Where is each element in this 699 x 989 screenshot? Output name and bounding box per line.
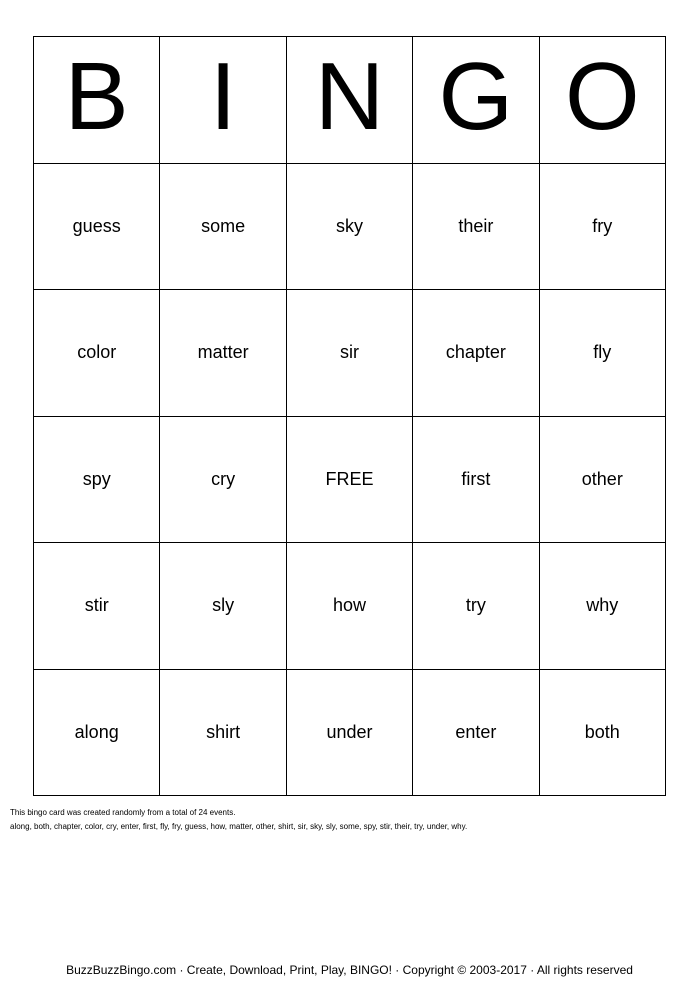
bingo-cell: matter xyxy=(160,290,286,417)
bingo-cell: shirt xyxy=(160,670,286,797)
bingo-cell: first xyxy=(413,417,539,544)
header-letter-o: O xyxy=(540,37,666,164)
bingo-cell: sly xyxy=(160,543,286,670)
bingo-cell: fly xyxy=(540,290,666,417)
bingo-cell: other xyxy=(540,417,666,544)
header-letter-g: G xyxy=(413,37,539,164)
bingo-cell: chapter xyxy=(413,290,539,417)
header-letter-b: B xyxy=(34,37,160,164)
bingo-cell: try xyxy=(413,543,539,670)
word-list: along, both, chapter, color, cry, enter, first, fly, fry, guess, how, matter, other, shirt, sir, sky, sly, some, spy, stir, their, try, under, why. xyxy=(10,822,468,831)
free-space-cell: FREE xyxy=(287,417,413,544)
footer-copyright: BuzzBuzzBingo.com · Create, Download, Print, Play, BINGO! · Copyright © 2003-2017 · All rights reserved xyxy=(66,963,633,977)
card-note: This bingo card was created randomly from a total of 24 events. xyxy=(10,808,236,817)
bingo-cell: cry xyxy=(160,417,286,544)
bingo-cell: sir xyxy=(287,290,413,417)
bingo-cell: color xyxy=(34,290,160,417)
header-letter-n: N xyxy=(287,37,413,164)
bingo-card xyxy=(33,36,666,796)
bingo-cell: spy xyxy=(34,417,160,544)
bingo-cell: how xyxy=(287,543,413,670)
bingo-cell: both xyxy=(540,670,666,797)
bingo-cell: fry xyxy=(540,164,666,291)
bingo-cell: stir xyxy=(34,543,160,670)
bingo-cell: enter xyxy=(413,670,539,797)
bingo-cell: guess xyxy=(34,164,160,291)
bingo-cell: along xyxy=(34,670,160,797)
bingo-cell: some xyxy=(160,164,286,291)
header-letter-i: I xyxy=(160,37,286,164)
bingo-cell: sky xyxy=(287,164,413,291)
bingo-cell: their xyxy=(413,164,539,291)
bingo-cell: why xyxy=(540,543,666,670)
bingo-cell: under xyxy=(287,670,413,797)
